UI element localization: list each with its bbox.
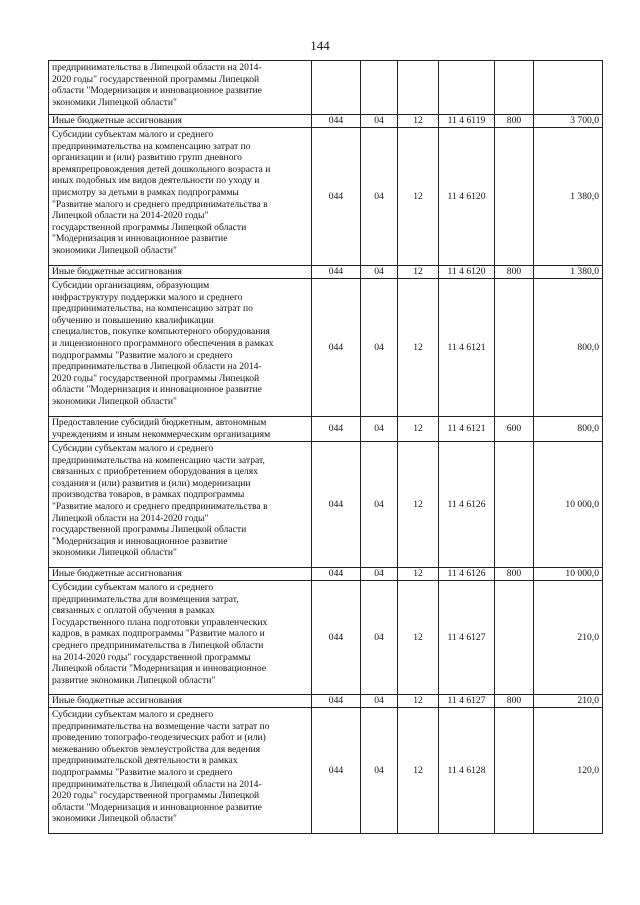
section-code: 04 (361, 708, 398, 834)
ministry-code: 044 (312, 708, 361, 834)
target-item-code: 11 4 6127 (439, 695, 495, 708)
section-code (361, 61, 398, 115)
expense-type-code (495, 442, 534, 568)
subsection-code: 12 (398, 417, 439, 442)
row-description: Иные бюджетные ассигнования (49, 695, 312, 708)
target-item-code: 11 4 6120 (439, 128, 495, 266)
target-item-code (439, 61, 495, 115)
expense-type-code: 800 (495, 266, 534, 279)
ministry-code: 044 (312, 128, 361, 266)
ministry-code: 044 (312, 115, 361, 128)
table-row (49, 442, 603, 568)
table-row (49, 708, 603, 834)
amount: 120,0 (534, 708, 603, 834)
amount (534, 61, 603, 115)
subsection-code: 12 (398, 708, 439, 834)
row-description: Субсидии субъектам малого и среднего предпринимательства для возмещения затрат, связанных с оплатой обучения в рамках Государственного плана подготовки управленческих кадров, в рамках подпрограммы "Развитие малого и среднего предпринимательства в Липецкой области на 2014-2020 годы" государственной программы Липецкой области "Модернизация и инновационное развитие экономики Липецкой области" (49, 581, 312, 695)
ministry-code: 044 (312, 417, 361, 442)
table-row (49, 581, 603, 695)
row-description: Предоставление субсидий бюджетным, автономным учреждениям и иным некоммерческим организациям (49, 417, 312, 442)
row-description: Субсидии субъектам малого и среднего предпринимательства на возмещение части затрат по проведению топографо-геодезических работ и (или) межеванию объектов землеустройства для ведения предпринимательской деятельности в рамках подпрограммы "Развитие малого и среднего предпринимательства в Липецкой области на 2014- 2020 годы" государственной программы Липецкой области "Модернизация и инновационное развитие экономики Липецкой области" (49, 708, 312, 834)
amount: 10 000,0 (534, 568, 603, 581)
table-row (49, 115, 603, 128)
section-code: 04 (361, 115, 398, 128)
table-row (49, 417, 603, 442)
target-item-code: 11 4 6128 (439, 708, 495, 834)
expense-type-code (495, 128, 534, 266)
row-description: Субсидии субъектам малого и среднего предпринимательства на компенсацию части затрат, связанных с приобретением оборудования в целях создания и (или) развития и (или) модернизации производства товаров, в рамках подпрограммы "Развитие малого и среднего предпринимательства в Липецкой области на 2014-2020 годы" государственной программы Липецкой области "Модернизация и инновационное развитие экономики Липецкой области" (49, 442, 312, 568)
budget-table (48, 60, 603, 834)
subsection-code: 12 (398, 266, 439, 279)
expense-type-code: 800 (495, 568, 534, 581)
target-item-code: 11 4 6121 (439, 279, 495, 417)
subsection-code: 12 (398, 695, 439, 708)
amount: 10 000,0 (534, 442, 603, 568)
subsection-code: 12 (398, 568, 439, 581)
subsection-code (398, 61, 439, 115)
table-body (49, 61, 603, 834)
section-code: 04 (361, 568, 398, 581)
amount: 210,0 (534, 581, 603, 695)
page-number: 144 (310, 38, 330, 53)
target-item-code: 11 4 6120 (439, 266, 495, 279)
section-code: 04 (361, 279, 398, 417)
amount: 210,0 (534, 695, 603, 708)
row-description: Субсидии организациям, образующим инфраструктуру поддержки малого и среднего предпринимательства, на компенсацию затрат по обучению и повышению квалификации специалистов, покупке компьютерного оборудования и лицензионного программного обеспечения в рамках подпрограммы "Развитие малого и среднего предпринимательства в Липецкой области на 2014- 2020 годы" государственной программы Липецкой области "Модернизация и инновационное развитие экономики Липецкой области" (49, 279, 312, 417)
target-item-code: 11 4 6126 (439, 568, 495, 581)
amount: 1 380,0 (534, 266, 603, 279)
amount: 1 380,0 (534, 128, 603, 266)
subsection-code: 12 (398, 442, 439, 568)
ministry-code: 044 (312, 568, 361, 581)
amount: 800,0 (534, 279, 603, 417)
table-row (49, 61, 603, 115)
subsection-code: 12 (398, 128, 439, 266)
section-code: 04 (361, 417, 398, 442)
section-code: 04 (361, 128, 398, 266)
expense-type-code (495, 708, 534, 834)
table-row (49, 568, 603, 581)
section-code: 04 (361, 695, 398, 708)
amount: 800,0 (534, 417, 603, 442)
ministry-code: 044 (312, 266, 361, 279)
section-code: 04 (361, 442, 398, 568)
row-description: Иные бюджетные ассигнования (49, 266, 312, 279)
amount: 3 700,0 (534, 115, 603, 128)
subsection-code: 12 (398, 279, 439, 417)
expense-type-code: 800 (495, 695, 534, 708)
target-item-code: 11 4 6126 (439, 442, 495, 568)
ministry-code: 044 (312, 279, 361, 417)
row-description: Субсидии субъектам малого и среднего предпринимательства на компенсацию затрат по организации и (или) развитию групп дневного времяпрепровождения детей дошкольного возраста и иных подобных им видов деятельности по уходу и присмотру за детьми в рамках подпрограммы "Развитие малого и среднего предпринимательства в Липецкой области на 2014-2020 годы" государственной программы Липецкой области "Модернизация и инновационное развитие экономики Липецкой области" (49, 128, 312, 266)
table-row (49, 695, 603, 708)
ministry-code: 044 (312, 695, 361, 708)
target-item-code: 11 4 6121 (439, 417, 495, 442)
expense-type-code: 800 (495, 115, 534, 128)
section-code: 04 (361, 266, 398, 279)
row-description: Иные бюджетные ассигнования (49, 115, 312, 128)
ministry-code: 044 (312, 581, 361, 695)
ministry-code: 044 (312, 442, 361, 568)
expense-type-code: 600 (495, 417, 534, 442)
row-description: Иные бюджетные ассигнования (49, 568, 312, 581)
table-row (49, 279, 603, 417)
target-item-code: 11 4 6119 (439, 115, 495, 128)
row-description: предпринимательства в Липецкой области на 2014- 2020 годы" государственной программы Липецкой области "Модернизация и инновационное развитие экономики Липецкой области" (49, 61, 312, 115)
expense-type-code (495, 581, 534, 695)
ministry-code (312, 61, 361, 115)
target-item-code: 11 4 6127 (439, 581, 495, 695)
table-row (49, 266, 603, 279)
section-code: 04 (361, 581, 398, 695)
subsection-code: 12 (398, 115, 439, 128)
table-row (49, 128, 603, 266)
subsection-code: 12 (398, 581, 439, 695)
expense-type-code (495, 61, 534, 115)
expense-type-code (495, 279, 534, 417)
